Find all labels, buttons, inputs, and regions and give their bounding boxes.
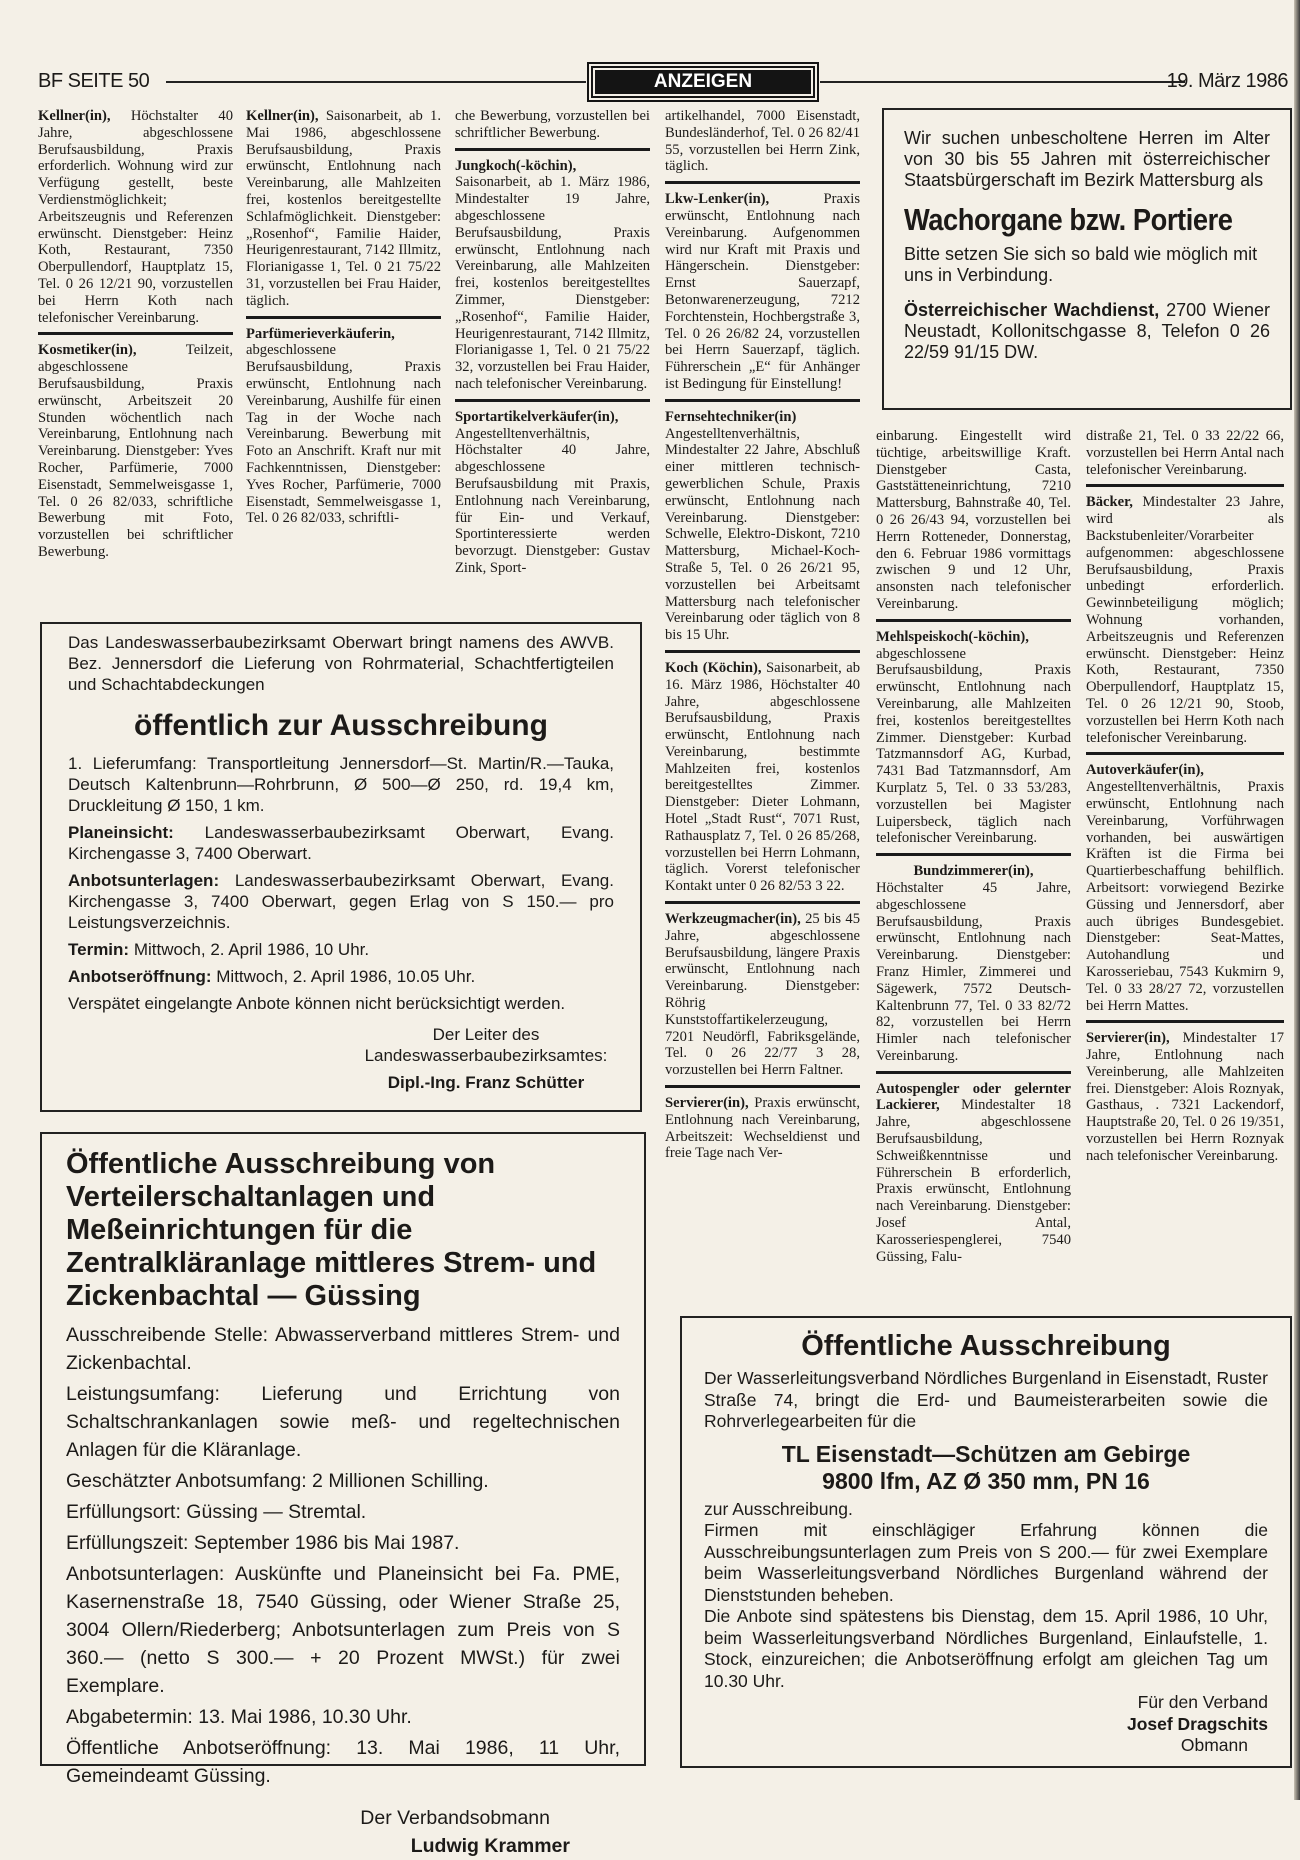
ad-title: Wachorgane bzw. Portiere [904,202,1233,237]
page-header [38,66,1288,96]
ad-heading: Kellner(in), [38,108,111,124]
tender-item [68,993,614,1014]
tender-item: Erfüllungszeit: September 1986 bis Mai 1987. [66,1532,460,1554]
tender-item: Anbotsunterlagen: Auskünfte und Planeinsicht bei Fa. PME, Kasernenstraße 18, 7540 Güssing, oder Wiener Straße 25, 3004 Ollern/Riederberg; Anbotsunterlagen zum Preis von S 360.— (netto S 300.— + 20 Prozent MWSt.) für zwei Exemplare. [66,1563,620,1697]
headline-line: TL Eisenstadt—Schützen am Gebirge [781,1440,1191,1467]
ad-text: Mindestalter 17 Jahre, Entlohnung nach Vereinberung, alle Mahlzeiten frei. Dienstgeber: Alois Roznyak, Gasthaus, . 7321 Lackendorf, Hauptstraße 20, Tel. 0 26 19/351, vorzustellen bei Herrn Roznyak nach telefonischer Vereinbarung. [1086,1030,1284,1164]
ad-text: che Bewerbung, vorzustellen bei schriftlicher Bewerbung. [455,108,650,141]
ad-separator [665,181,860,184]
tender-item: Abgabetermin: 13. Mai 1986, 10.30 Uhr. [66,1706,412,1728]
ad-heading: Lkw-Lenker(in), [665,191,770,208]
ad-heading: Autospengler oder gelernter Lackierer, [876,1080,1071,1114]
ad-title: Öffentliche Ausschreibung von Verteilerschaltanlagen und Meßeinrichtungen für die Zentralkläranlage mittleres Strem- und Zickenbachtal — Güssing [66,1148,597,1312]
ad-separator [665,1085,860,1088]
ad-heading: Fernsehtechniker(in) [665,408,797,425]
tender-text: Landeswasserbaubezirksamt Oberwart, Evang. Kirchengasse 3, 7400 Oberwart. [68,823,614,863]
tender-item [68,870,614,933]
signature [358,1024,614,1093]
tender-label: Planeinsicht: [68,823,174,842]
classified-ad [246,326,441,528]
tender-item: Erfüllungsort: Güssing — Stremtal. [66,1501,367,1523]
page-edge [1294,0,1300,1800]
ad-heading: Kosmetiker(in), [38,342,137,359]
ad-headline [704,1441,1268,1495]
classified-ad [876,863,1071,1065]
classified-column [38,108,233,567]
tender-label: Anbotsunterlagen: [68,871,220,890]
ad-heading: Sportartikelverkäufer(in), [455,408,619,425]
ad-text: Mindestalter 18 Jahre, abgeschlossene Berufsausbildung, Schweißkenntnisse und Führerschein B erforderlich, Praxis erwünscht, Entlohnung nach Vereinbarung. Dienstgeber: Josef Antal, Karosseriespenglerei, 7540 Güssing, Falu- [876,1097,1071,1265]
signature [66,1804,570,1860]
classified-ad [665,911,860,1079]
tender-label: Termin: [68,940,130,959]
ad-text: Praxis erwünscht, Entlohnung nach Vereinbarung. Aufgenommen wird nur Kraft mit Praxis und Hängerschein. Dienstgeber: Ernst Sauerzapf, Betonwarenerzeugung, 7212 Forchtenstein, Hochbergstraße 3, Tel. 0 26 26/82 24, vorzustellen bei Herrn Sauerzapf, täglich. Führerschein „E“ für Anhänger ist Bedingung für Einstellung! [665,191,860,392]
ad-separator [38,332,233,335]
ad-text: Saisonarbeit, ab 16. März 1986, Höchstalter 40 Jahre, abgeschlossene Berufsausbildung, Praxis erwünscht, Entlohnung nach Vereinbarung, bestimmte Mahlzeiten frei, kostenlos bereitgestelltes Zimmer. Dienstgeber: Dieter Lohmann, Hotel „Stadt Rust“, 7071 Rust, Rathausplatz 7, Tel. 0 26 85/268, vorzustellen bei Herrn Lohmann, täglich. Vorerst telefonischer Kontakt unter 0 26 82/53 3 22. [665,659,860,895]
tender-text: Mittwoch, 2. April 1986, 10 Uhr. [133,940,370,959]
ad-text: Angestelltenverhältnis, Mindestalter 22 Jahre, Abschluß einer mittleren technisch-gewerblichen Schule, Praxis erwünscht, Entlohnung nach Vereinbarung. Dienstgeber: Schwelle, Elektro-Diskont, 7210 Mattersburg, Michael-Koch-Straße 5, Tel. 0 26 26/21 95, vorzustellen bei Arbeitsamt Mattersburg nach telefonischer Vereinbarung oder täglich von 8 bis 15 Uhr. [665,425,860,644]
ad-text: Mindestalter 23 Jahre, wird als Backstubenleiter/Vorarbeiter aufgenommen: abgeschlossene Berufsausbildung, Praxis unbedingt erforderlich. Gewinnbeteiligung möglich; Wohnung vorhanden, Arbeitszeugnis und Referenzen erwünscht. Dienstgeber: Heinz Koth, Restaurant, 7350 Oberpullendorf, Hauptplatz 15, Tel. 0 26 12/21 90, Stoob, vorzustellen bei Herrn Koth nach telefonischer Vereinbarung. [1086,494,1284,746]
header-rule [166,81,586,83]
classified-column [665,108,860,1168]
ad-text: Angestelltenverhältnis, Praxis erwünscht, Entlohnung nach Vereinbarung, Vorführwagen vorhanden, bei auswärtigen Kräften ist die Firma bei Quartierbeschaffung behilflich. Arbeitsort: vorwiegend Bezirke Güssing und Jennersdorf, aber auch übriges Bundesgebiet. Dienstgeber: Seat-Mattes, Autohandlung und Karosseriebau, 7543 Kukmirn 9, Tel. 0 33 28/27 72, vorzustellen bei Herrn Mattes. [1086,779,1284,1014]
ad-heading: Bäcker, [1086,494,1133,511]
ad-text: abgeschlossene Berufsausbildung, Praxis erwünscht, Entlohnung nach Vereinbarung, Aushilfe für einen Tag in der Woche nach Vereinbarung. Bewerbung mit Foto an Anschrift. Kraft nur mit Fachkenntnissen, Dienstgeber: Yves Rocher, Parfümerie, 7000 Eisenstadt, Semmelweisgasse 1, Tel. 0 26 82/033, schriftli- [246,342,441,527]
ad-guessing-tender [40,1132,646,1857]
tender-label: Anbotseröffnung: [68,967,212,986]
tender-item: Geschätzter Anbotsumfang: 2 Millionen Schilling. [66,1470,489,1492]
classified-ad [1086,428,1284,478]
classified-column [1086,428,1284,1171]
ad-heading: Autoverkäufer(in), [1086,762,1204,779]
ad-text: Saisonarbeit, ab 1. März 1986, Mindestalter 19 Jahre, abgeschlossene Berufsausbildung, Praxis erwünscht, Entlohnung nach Vereinbarung, alle Mahlzeiten frei, kostenlos bereitgestelltes Zimmer, Dienstgeber: „Rosenhof“, Familie Haider, Heurigenrestaurant, 7142 Illmitz, Florianigasse 1, Tel. 0 21 75/22 32, vorzustellen bei Frau Haider, nach telefonischer Vereinbarung. [455,174,650,392]
ad-text: Teilzeit, abgeschlossene Berufsausbildung, Praxis erwünscht, Arbeitszeit 20 Stunden wöchentlich nach Vereinbarung, Entlohnung nach Vereinbarung. Dienstgeber: Yves Rocher, Parfümerie, 7000 Eisenstadt, Semmelweisgasse 1, Tel. 0 26 82/033, schriftliche Bewerbung mit Foto, vorzustellen bei schriftlicher Bewerbung. [38,342,233,560]
ad-body: Bitte setzen Sie sich so bald wie möglich mit uns in Verbindung. [904,244,1258,285]
tender-item [68,939,614,960]
ad-text: Saisonarbeit, ab 1. Mai 1986, abgeschlossene Berufsausbildung, Praxis erwünscht, Entlohnung nach Vereinbarung, alle Mahlzeiten frei, kostenlos bereitgestellte Schlafmöglichkeit. Dienstgeber: „Rosenhof“, Familie Haider, Heurigenrestaurant, 7142 Illmitz, Florianigasse 1, Tel. 0 21 75/22 31, vorzustellen bei Frau Haider, täglich. [246,108,441,309]
ad-text: Höchstalter 40 Jahre, abgeschlossene Berufsausbildung, Praxis erforderlich. Wohnung wird zur Verfügung gestellt, beste Verdienstmöglichkeit; Arbeitszeugnis und Referenzen erwünscht. Dienstgeber: Heinz Koth, Restaurant, 7350 Oberpullendorf, Hauptplatz 15, Tel. 0 26 12/21 90, vorzustellen bei Herrn Koth nach telefonischer Vereinbarung. [38,108,233,326]
classified-ad [876,428,1071,613]
ad-text: 25 bis 45 Jahre, abgeschlossene Berufsausbildung, längere Praxis erwünscht, Entlohnung nach Vereinbarung. Dienstgeber: Röhrig Kunststoffartikelerzeugung, 7201 Neudörfl, Fabriksgelände, Tel. 0 26 22/77 3 28, vorzustellen bei Herrn Faltner. [665,911,861,1079]
ad-wachdienst [882,108,1292,410]
tender-item [68,822,614,864]
tender-item [68,966,614,987]
ad-text: abgeschlossene Berufsausbildung, Praxis erwünscht, Entlohnung nach Vereinbarung, alle Mahlzeiten frei, kostenlos bereitgestelltes Zimmer. Dienstgeber: Kurbad Tatzmannsdorf AG, Kurbad, 7431 Bad Tatzmannsdorf, Am Kurplatz 5, Tel. 0 33 53/283, vorzustellen bei Magister Luipersbeck, täglich nach telefonischer Vereinbarung. [876,645,1071,847]
signature-line: Für den Verband [1137,1692,1268,1712]
signature [704,1692,1268,1757]
ad-text: distraße 21, Tel. 0 33 22/22 66, vorzustellen bei Herrn Antal nach telefonischer Vereinbarung. [1086,428,1284,478]
classified-ad [876,629,1071,847]
tender-text: Mittwoch, 2. April 1986, 10.05 Uhr. [216,967,476,986]
classified-column [455,108,650,583]
page-number: BF SEITE 50 [38,70,150,92]
signature-name: Josef Dragschits [1126,1713,1268,1734]
ad-intro: Der Wasserleitungsverband Nördliches Burgenland in Eisenstadt, Ruster Straße 74, bringt die Erd- und Baumeisterarbeiten sowie die Rohrverlegearbeiten für die [704,1368,1268,1431]
classified-ad [1086,1030,1284,1164]
ad-heading: Jungkoch(-köchin), [455,157,577,174]
ad-wasserleitung-tender [680,1316,1292,1768]
classified-ad [38,342,233,560]
ad-separator [1086,1020,1284,1023]
classified-ad [246,108,441,310]
ad-separator [246,316,441,319]
ad-text: Höchstalter 45 Jahre, abgeschlossene Berufsausbildung, Praxis erwünscht, Entlohnung nach Vereinbarung. Dienstgeber: Franz Himler, Zimmerei und Sägewerk, 7572 Deutsch-Kaltenbrunn 77, Tel. 0 33 82/72 82, vorzustellen bei Herrn Himler nach telefonischer Vereinbarung. [876,879,1071,1064]
ad-separator [876,619,1071,622]
classified-ad [665,1095,860,1162]
ad-title: öffentlich zur Ausschreibung [134,709,548,742]
ad-heading: Parfümerieverkäuferin, [246,325,395,342]
ad-text: artikelhandel, 7000 Eisenstadt, Bundesländerhof, Tel. 0 26 82/41 55, vorzustellen bei Herrn Zink, täglich. [665,108,860,175]
ad-text: Praxis erwünscht, Entlohnung nach Vereinbarung, Arbeitszeit: Wechseldienst und freie Tage nach Ver- [665,1095,860,1162]
tender-item [68,753,614,816]
classified-ad [455,158,650,393]
company-address: 2700 Wiener Neustadt, Kollonitschgasse 8, Telefon 0 26 22/59 91/15 DW. [904,300,1270,362]
ad-separator [665,901,860,904]
section-badge: ANZEIGEN [591,66,815,98]
issue-date: 19. März 1986 [1166,70,1288,92]
tender-item: Die Anbote sind spätestens bis Dienstag, dem 15. April 1986, 10 Uhr, beim Wasserleitungsverband Nördliches Burgenland, Einlaufstelle, 1. Stock, einzureichen; die Anbotseröffnung erfolgt am gleichen Tag um 10.30 Uhr. [704,1606,1268,1691]
tender-text: Verspätet eingelangte Anbote können nicht berücksichtigt werden. [68,994,566,1013]
tender-text: 1. Lieferumfang: Transportleitung Jennersdorf—St. Martin/R.—Tauka, Deutsch Kaltenbrunn—Rohrbrunn, Ø 500—Ø 250, rd. 19,4 km, Druckleitung Ø 150, 1 km. [68,754,614,815]
classified-ad [665,108,860,175]
signature-line: Obmann [1180,1735,1248,1755]
ad-separator [665,399,860,402]
ad-intro: Wir suchen unbescholtene Herren im Alter von 30 bis 55 Jahren mit österreichischer Staatsbürgerschaft im Bezirk Mattersburg als [904,128,1270,190]
ad-separator [455,148,650,151]
classified-ad [1086,762,1284,1014]
ad-text: einbarung. Eingestellt wird tüchtige, arbeitswillige Kraft. Dienstgeber Casta, Gaststätteneinrichtung, 7210 Mattersburg, Bahnstraße 40, Tel. 0 26 26/43 94, vorzustellen bei Herrn Rotteneder, Donnerstag, den 6. Februar 1986 vormittags zwischen 9 und 12 Uhr, ansonsten nach telefonischer Vereinbarung. [876,428,1071,612]
ad-heading: Servierer(in), [1086,1030,1170,1047]
classified-ad [38,108,233,326]
tender-item: Ausschreibende Stelle: Abwasserverband mittleres Strem- und Zickenbachtal. [66,1324,620,1374]
classified-ad [665,409,860,644]
classified-column [876,428,1071,1271]
ad-separator [665,650,860,653]
signature-line: Der Leiter des [432,1025,540,1044]
classified-ad [455,108,650,142]
ad-heading: Kellner(in), [246,108,319,124]
classified-column [246,108,441,533]
classified-ad [876,1081,1071,1266]
ad-title: Öffentliche Ausschreibung [801,1330,1171,1362]
classified-ad [665,191,860,393]
ad-heading: Servierer(in), [665,1095,749,1112]
ad-separator [876,853,1071,856]
classified-ad [1086,494,1284,746]
headline-line: 9800 lfm, AZ Ø 350 mm, PN 16 [822,1467,1150,1494]
tender-item: Firmen mit einschlägiger Erfahrung können die Ausschreibungsunterlagen zum Preis von S 200.— für zwei Exemplare beim Wasserleitungsverband Nördliches Burgenland während der Dienststunden beheben. [704,1520,1268,1605]
ad-separator [876,1071,1071,1074]
ad-oberwart-tender [40,622,642,1112]
classified-ad [665,660,860,895]
ad-heading: Koch (Köchin), [665,659,762,676]
tender-item: Öffentliche Anbotseröffnung: 13. Mai 1986, 11 Uhr, Gemeindeamt Güssing. [66,1737,620,1787]
header-rule [820,81,1185,83]
tender-text: Landeswasserbaubezirksamt Oberwart, Evang. Kirchengasse 3, 7400 Oberwart, gegen Erlag von S 150.— pro Leistungsverzeichnis. [68,871,614,932]
ad-text: Angestelltenverhältnis, Höchstalter 40 Jahre, abgeschlossene Berufsausbildung mit Praxis, Entlohnung nach Vereinbarung, für Ein- und Verkauf, Sportinteressierte werden bevorzugt. Dienstgeber: Gustav Zink, Sport- [455,425,650,576]
ad-separator [1086,752,1284,755]
company-name: Österreichischer Wachdienst, [904,300,1160,320]
tender-item: Leistungsumfang: Lieferung und Errichtung von Schaltschrankanlagen sowie meß- und regeltechnischen Anlagen für die Kläranlage. [66,1383,620,1461]
ad-separator [455,399,650,402]
signature-line: Der Verbandsobmann [360,1807,550,1829]
ad-separator [1086,484,1284,487]
ad-heading: Bundzimmerer(in), [913,863,1034,880]
signature-name: Ludwig Krammer [410,1835,570,1857]
signature-line: Landeswasserbaubezirksamtes: [364,1046,608,1065]
ad-heading: Mehlspeiskoch(-köchin), [876,628,1029,645]
ad-heading: Werkzeugmacher(in), [665,911,801,928]
signature-name: Dipl.-Ing. Franz Schütter [387,1073,585,1092]
ad-intro: Das Landeswasserbaubezirksamt Oberwart bringt namens des AWVB. Bez. Jennersdorf die Lieferung von Rohrmaterial, Schachtfertigteilen und Schachtabdeckungen [68,633,614,694]
classified-ad [455,409,650,577]
ad-contact [904,300,1270,363]
tender-item: zur Ausschreibung. [704,1498,853,1519]
